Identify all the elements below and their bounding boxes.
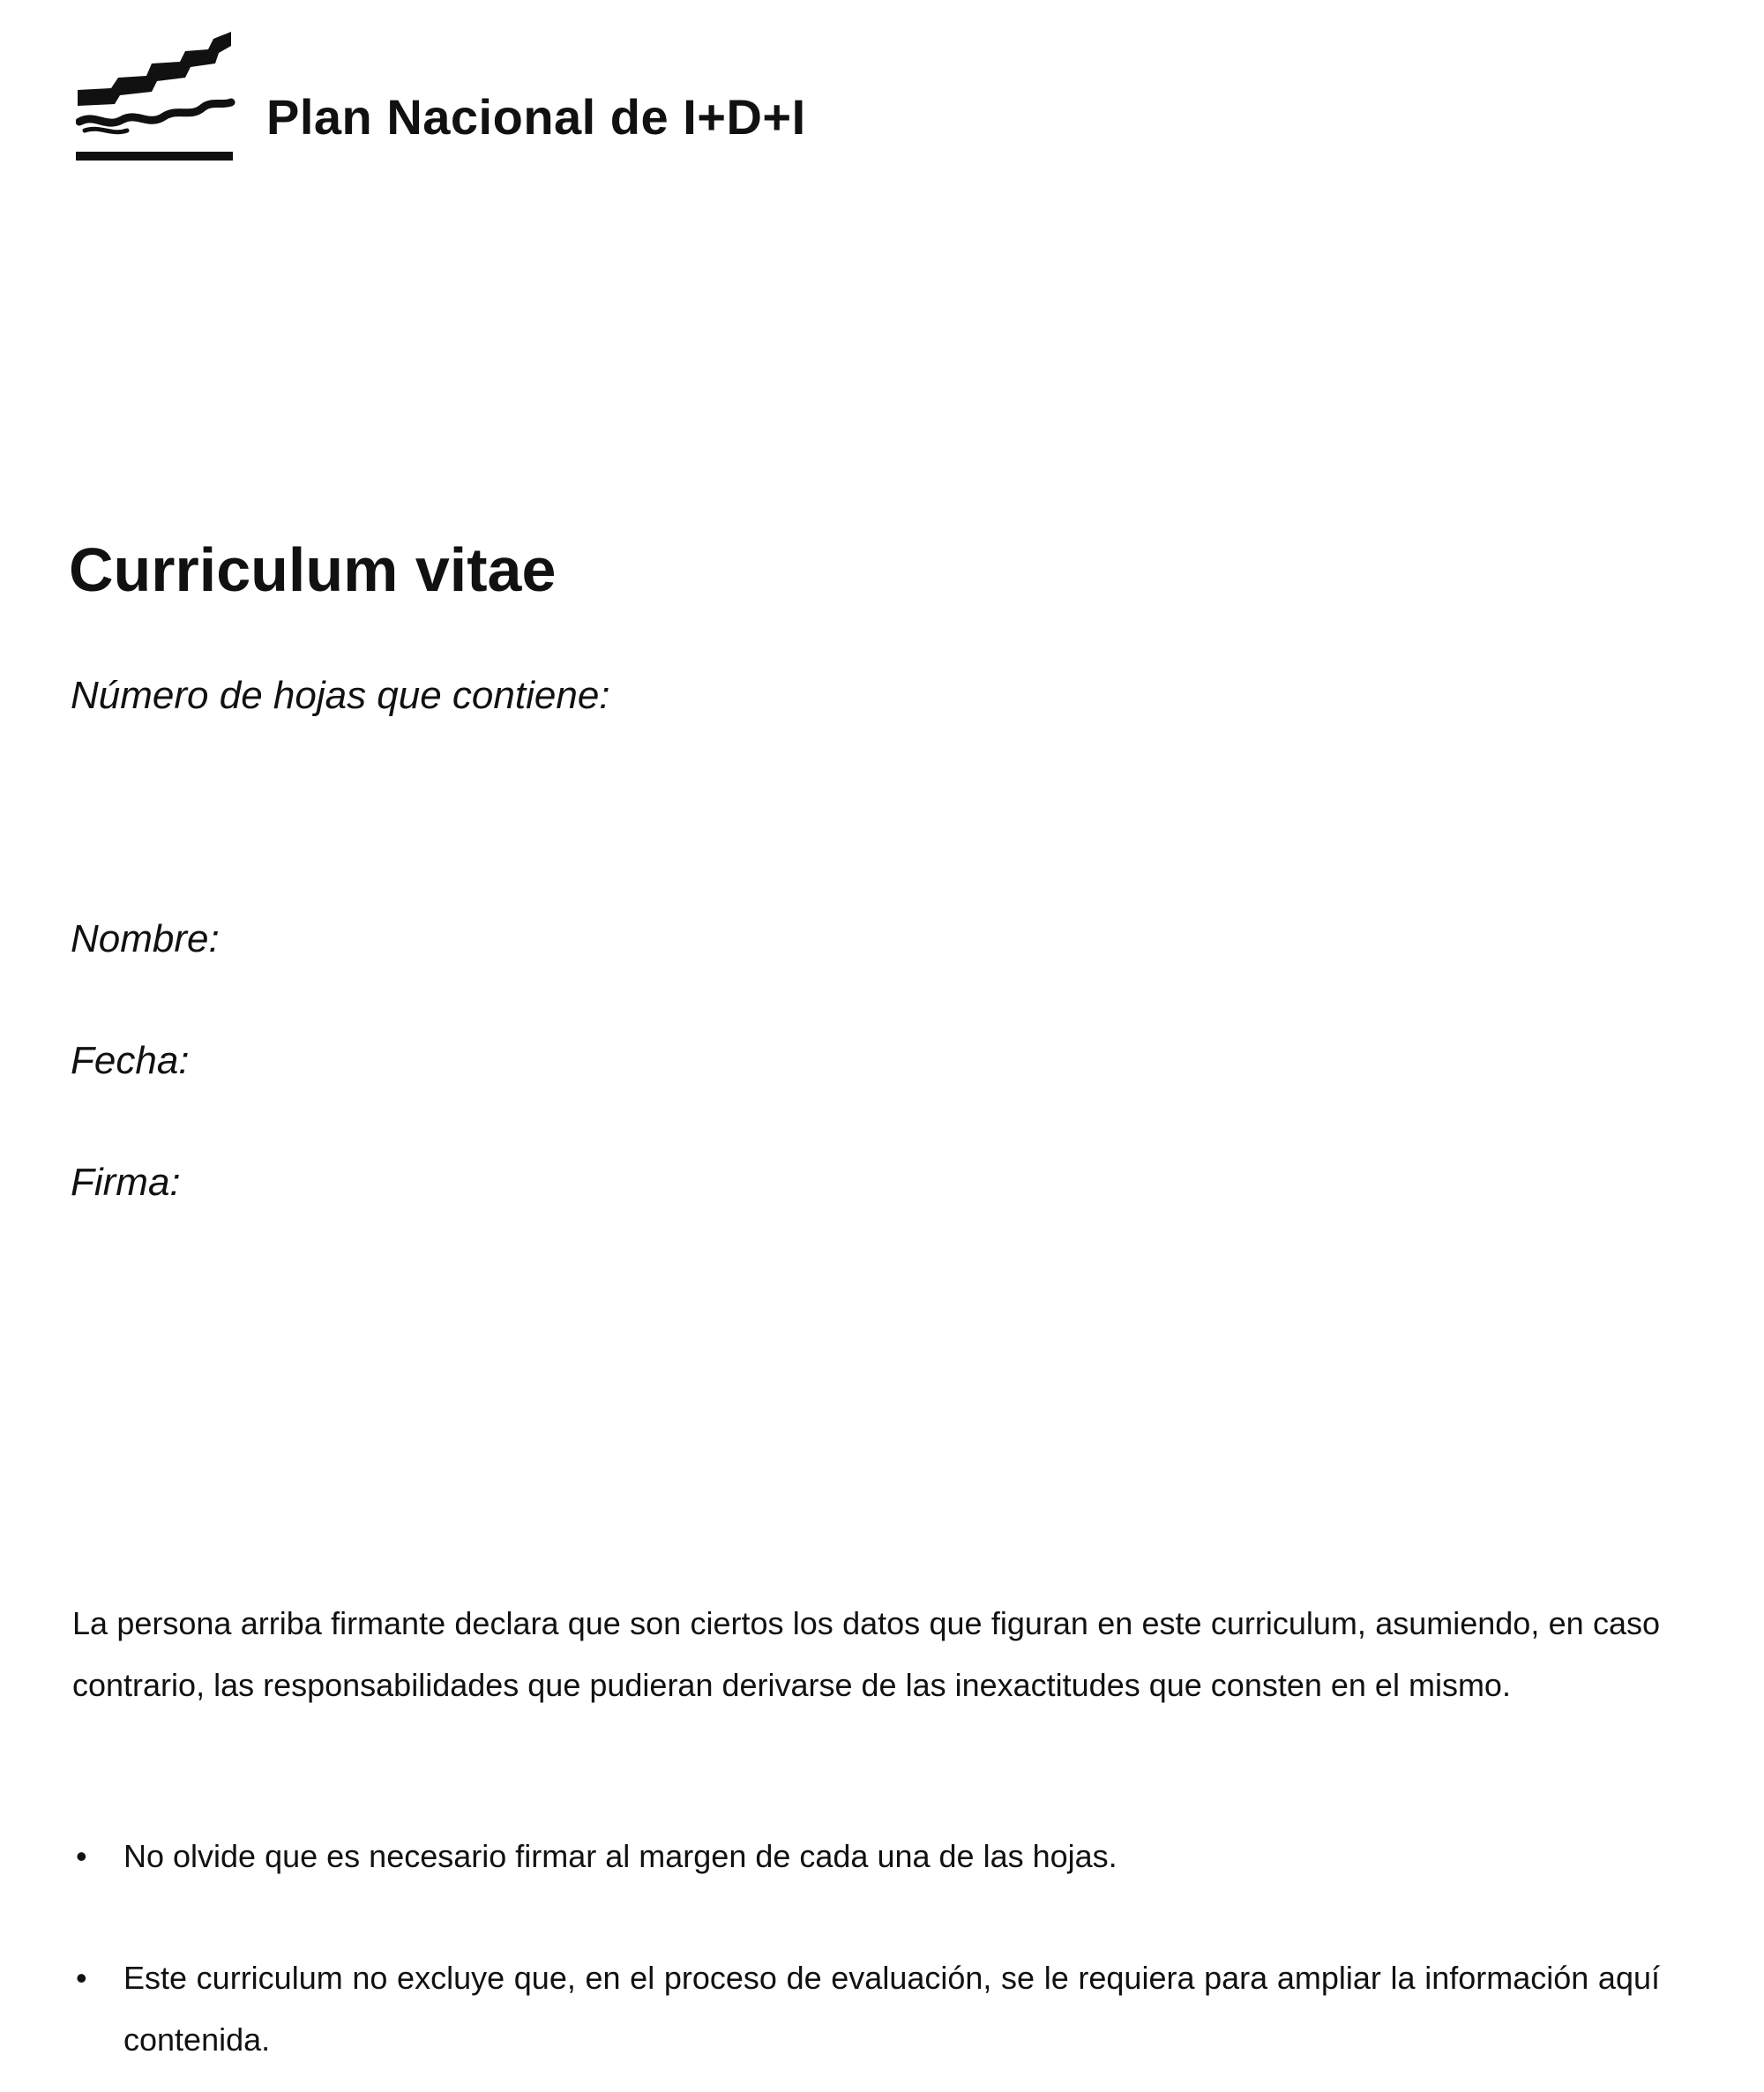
note-text: No olvide que es necesario firmar al margen de cada una de las hojas. <box>123 1838 1117 1874</box>
plan-nacional-logo-icon <box>76 26 236 168</box>
date-label: Fecha: <box>71 1039 190 1082</box>
note-item <box>72 1826 1660 1887</box>
notes-list <box>72 1826 1660 2071</box>
signature-label: Firma: <box>71 1161 181 1204</box>
declaration-text: La persona arriba firmante declara que son ciertos los datos que figuran en este curriculum, asumiendo, en caso contrario, las responsabilidades que pudieran derivarse de las inexactitudes que consten en el mismo. <box>72 1605 1660 1703</box>
organization-name: Plan Nacional de I+D+I <box>266 89 806 145</box>
bullet-icon: • <box>76 1838 87 1874</box>
note-text: Este curriculum no excluye que, en el proceso de evaluación, se le requiera para ampliar la información aquí contenida. <box>123 1960 1660 2058</box>
sheet-count-label: Número de hojas que contiene: <box>71 674 610 717</box>
name-label: Nombre: <box>71 917 220 960</box>
note-item <box>72 1947 1660 2071</box>
document-title: Curriculum vitae <box>69 535 557 604</box>
bullet-icon: • <box>76 1960 87 1996</box>
